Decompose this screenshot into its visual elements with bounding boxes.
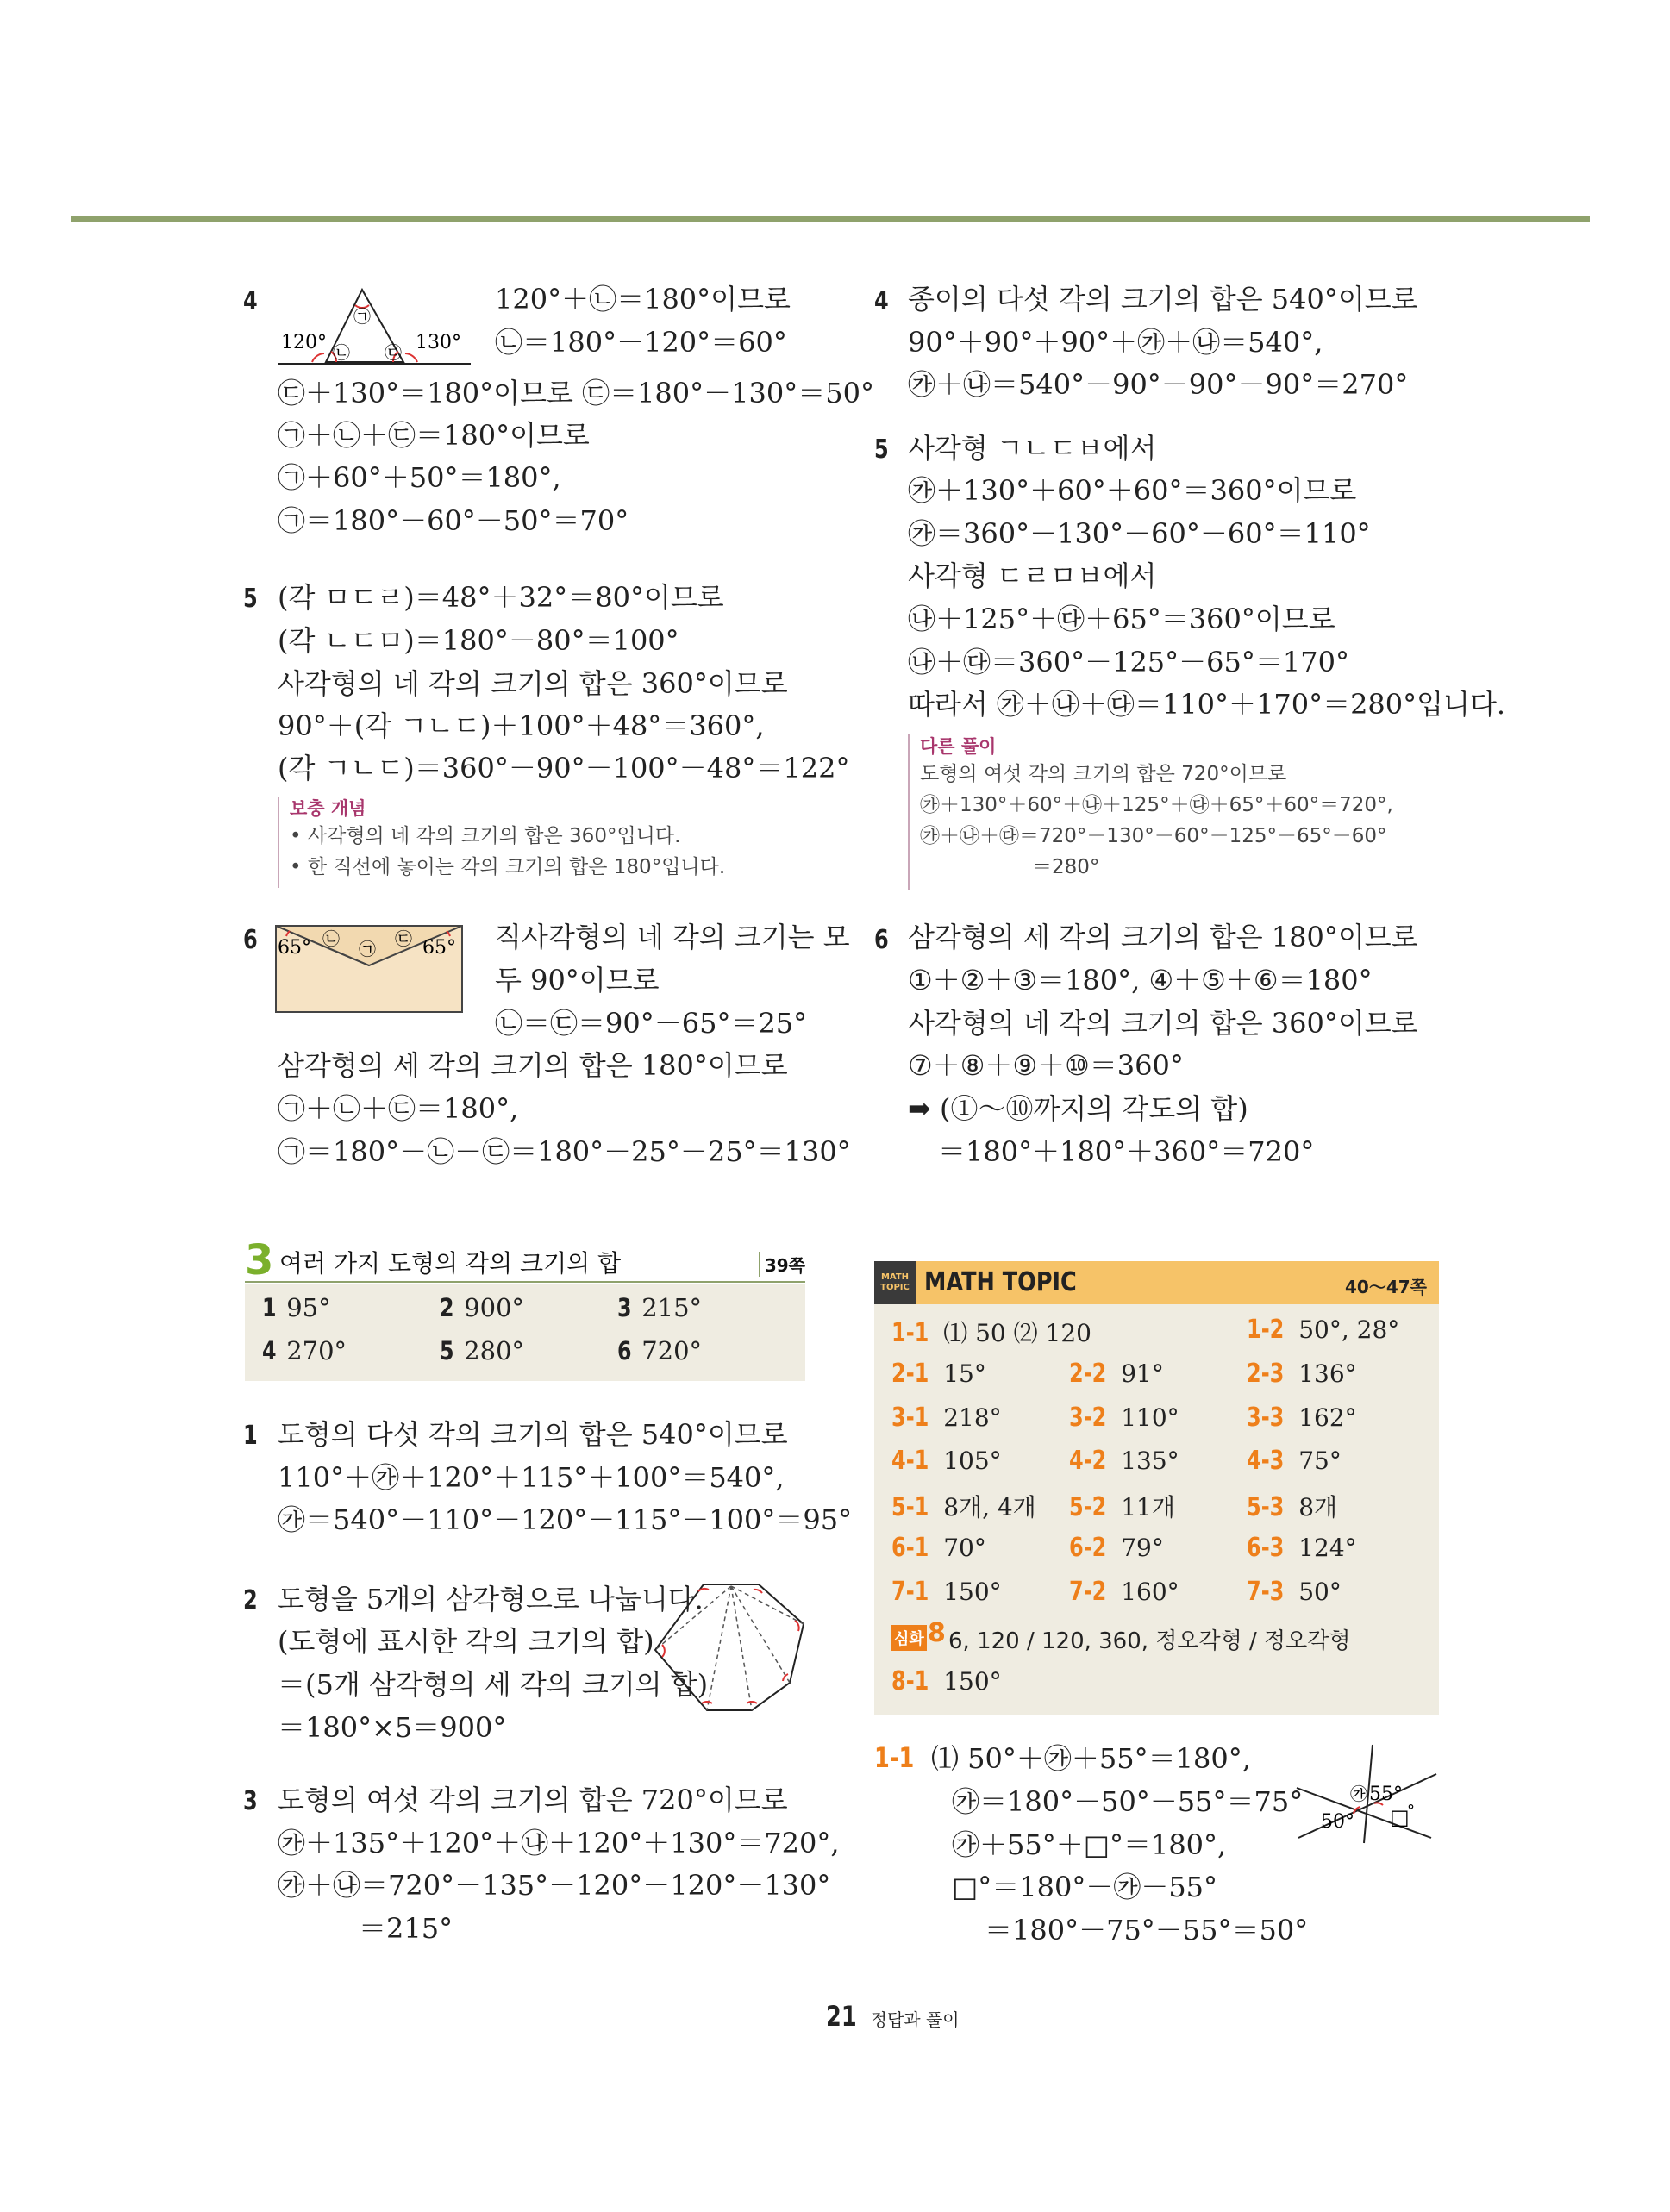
answer-item: 4 270° xyxy=(262,1336,347,1365)
alternate-solution-box xyxy=(908,734,1393,890)
topic-problem-number: 1-1 xyxy=(874,1741,915,1774)
solution-line: ㉡＝180°－120°＝60° xyxy=(495,326,787,359)
concept-box xyxy=(278,797,725,888)
solution-line: ＝(5개 삼각형의 세 각의 크기의 합) xyxy=(278,1668,709,1701)
heptagon-figure xyxy=(652,1581,809,1714)
advanced-answer: 6, 120 / 120, 360, 정오각형 / 정오각형 xyxy=(948,1628,1351,1654)
solution-line: 직사각형의 네 각의 크기는 모 xyxy=(495,921,850,953)
top-divider xyxy=(71,216,1590,222)
solution-line: (각 ㅁㄷㄹ)＝48°＋32°＝80°이므로 xyxy=(278,581,724,614)
angle-label: 120° xyxy=(281,332,327,353)
topic-answer: 7-1 150° xyxy=(891,1577,1002,1607)
solution-line: ＝180°×5＝900° xyxy=(278,1711,507,1744)
solution-line: ①＋②＋③＝180°, ④＋⑤＋⑥＝180° xyxy=(908,964,1373,997)
angle-mark: ㉢ xyxy=(385,342,402,363)
topic-answer: 2-3 136° xyxy=(1247,1359,1357,1389)
advanced-label: 심화 xyxy=(891,1625,927,1651)
topic-answer: 7-3 50° xyxy=(1247,1577,1342,1607)
envelope-figure xyxy=(274,924,466,1015)
topic-answer: 2-2 91° xyxy=(1069,1359,1164,1389)
section-number: 3 xyxy=(245,1236,274,1284)
angle-mark: ㉮ xyxy=(1350,1784,1367,1804)
solution-line: 삼각형의 세 각의 크기의 합은 180°이므로 xyxy=(908,921,1418,953)
solution-line: 사각형 ㄱㄴㄷㅂ에서 xyxy=(908,432,1157,465)
problem-number: 3 xyxy=(243,1786,258,1816)
answer-item: 3 215° xyxy=(617,1293,703,1322)
solution-line: 120°＋㉡＝180°이므로 xyxy=(495,283,791,316)
angle-label: 130° xyxy=(416,332,461,353)
angle-label: 65° xyxy=(278,937,311,959)
advanced-number: 8 xyxy=(928,1618,946,1648)
topic-answer: 1-2 50°, 28° xyxy=(1247,1315,1400,1345)
solution-line: ㉮＋㉯＝720°－135°－120°－120°－130° xyxy=(278,1869,831,1902)
topic-answer: 3-1 218° xyxy=(891,1403,1002,1433)
solution-line: ㉡＝㉢＝90°－65°＝25° xyxy=(495,1007,808,1040)
solution-line: ㉠＋60°＋50°＝180°, xyxy=(278,461,561,494)
solution-line: (각 ㄴㄷㅁ)＝180°－80°＝100° xyxy=(278,624,679,657)
solution-line: 사각형 ㄷㄹㅁㅂ에서 xyxy=(908,559,1157,592)
angle-mark: ㉠ xyxy=(353,306,371,327)
solution-line: (각 ㄱㄴㄷ)＝360°－90°－100°－48°＝122° xyxy=(278,752,850,784)
section-header xyxy=(245,1236,805,1284)
concept-line: ㉮＋㉯＋㉰＝720°－130°－60°－125°－65°－60° xyxy=(920,825,1387,847)
solution-line: ㉢＋130°＝180°이므로 ㉢＝180°－130°＝50° xyxy=(278,377,874,409)
solution-line: ＝215° xyxy=(359,1912,453,1945)
concept-line: ＝280° xyxy=(1032,856,1100,878)
topic-answer: 1-1 ⑴ 50 ⑵ 120 xyxy=(891,1318,1091,1348)
solution-line: ㉯＋125°＋㉰＋65°＝360°이므로 xyxy=(908,603,1335,635)
solution-line: ㉮＋55°＋□°＝180°, xyxy=(952,1828,1227,1861)
topic-answer: 7-2 160° xyxy=(1069,1577,1179,1607)
topic-answer: 4-3 75° xyxy=(1247,1446,1342,1476)
problem-number: 2 xyxy=(243,1585,258,1615)
triangle-figure xyxy=(274,281,472,367)
solution-line: (도형에 표시한 각의 크기의 합) xyxy=(278,1625,654,1658)
solution-line: 110°＋㉮＋120°＋115°＋100°＝540°, xyxy=(278,1461,785,1494)
solution-line: ㉮＝540°－110°－120°－115°－100°＝95° xyxy=(278,1503,853,1536)
answer-item: 1 95° xyxy=(262,1293,331,1322)
degree-mark: ° xyxy=(1407,1802,1415,1820)
answer-box xyxy=(245,1284,805,1381)
solution-line: ㉠＝180°－60°－50°＝70° xyxy=(278,504,629,537)
solution-line: ㉮＋㉯＝540°－90°－90°－90°＝270° xyxy=(908,368,1409,401)
solution-line: 따라서 ㉮＋㉯＋㉰＝110°＋170°＝280°입니다. xyxy=(908,688,1506,721)
concept-line: • 한 직선에 놓이는 각의 크기의 합은 180°입니다. xyxy=(290,856,726,878)
solution-line: ＝180°－75°－55°＝50° xyxy=(985,1914,1309,1946)
solution-line: 90°＋(각 ㄱㄴㄷ)＋100°＋48°＝360°, xyxy=(278,709,765,742)
problem-number: 6 xyxy=(874,925,889,955)
problem-number: 4 xyxy=(874,286,889,316)
solution-line: 삼각형의 세 각의 크기의 합은 180°이므로 xyxy=(278,1049,788,1082)
angle-label: 50° xyxy=(1321,1811,1354,1833)
page-label: 정답과 풀이 xyxy=(870,2009,960,2030)
solution-line: ⑴ 50°＋㉮＋55°＝180°, xyxy=(931,1742,1251,1775)
crossing-lines-figure xyxy=(1293,1741,1440,1845)
math-topic-box xyxy=(874,1261,1439,1715)
solution-line: ➡ (①～⑩까지의 각도의 합) xyxy=(908,1092,1248,1125)
topic-answer: 3-2 110° xyxy=(1069,1403,1179,1433)
topic-answer: 6-3 124° xyxy=(1247,1533,1357,1563)
math-topic-header xyxy=(874,1261,1439,1304)
problem-number: 1 xyxy=(243,1421,258,1451)
solution-line: ㉠＝180°－㉡－㉢＝180°－25°－25°＝130° xyxy=(278,1135,851,1168)
topic-answer: 4-2 135° xyxy=(1069,1446,1179,1476)
topic-answer: 6-1 70° xyxy=(891,1533,986,1563)
concept-line: • 사각형의 네 각의 크기의 합은 360°입니다. xyxy=(290,825,681,847)
solution-line: 종이의 다섯 각의 크기의 합은 540°이므로 xyxy=(908,283,1418,316)
answer-item: 2 900° xyxy=(440,1293,525,1322)
page-number: 21 xyxy=(826,2000,857,2033)
solution-line: 90°＋90°＋90°＋㉮＋㉯＝540°, xyxy=(908,326,1323,359)
angle-label: 65° xyxy=(422,937,456,959)
solution-line: 도형의 다섯 각의 크기의 합은 540°이므로 xyxy=(278,1418,788,1451)
concept-line: 도형의 여섯 각의 크기의 합은 720°이므로 xyxy=(920,763,1287,785)
topic-answer: 5-1 8개, 4개 xyxy=(891,1492,1036,1522)
angle-mark: ㉡ xyxy=(333,342,350,363)
concept-title: 보충 개념 xyxy=(290,798,366,819)
angle-label: 55° xyxy=(1369,1784,1403,1805)
angle-mark: ㉢ xyxy=(395,928,412,949)
page-footer xyxy=(826,2000,960,2033)
solution-line: ㉠＋㉡＋㉢＝180°, xyxy=(278,1092,519,1125)
solution-line: ㉮＋130°＋60°＋60°＝360°이므로 xyxy=(908,474,1357,507)
topic-answer: 5-3 8개 xyxy=(1247,1492,1338,1522)
problem-number: 5 xyxy=(874,434,889,465)
answer-item: 5 280° xyxy=(440,1336,525,1365)
solution-line: ㉮＝360°－130°－60°－60°＝110° xyxy=(908,517,1371,550)
solution-line: ㉮＝180°－50°－55°＝75° xyxy=(952,1785,1304,1818)
section-page: 39쪽 xyxy=(759,1252,805,1277)
solution-line: 사각형의 네 각의 크기의 합은 360°이므로 xyxy=(908,1007,1418,1040)
angle-mark: ㉡ xyxy=(322,928,340,949)
angle-mark: ㉠ xyxy=(359,939,376,959)
topic-answer: 5-2 11개 xyxy=(1069,1492,1175,1522)
math-topic-logo: MATH TOPIC xyxy=(874,1261,916,1304)
topic-answer: 3-3 162° xyxy=(1247,1403,1357,1433)
problem-number: 5 xyxy=(243,584,258,614)
solution-line: 두 90°이므로 xyxy=(495,964,660,997)
topic-answer: 4-1 105° xyxy=(891,1446,1002,1476)
section-title: 여러 가지 도형의 각의 크기의 합 xyxy=(279,1249,622,1278)
solution-line: ＝180°＋180°＋360°＝720° xyxy=(938,1135,1315,1168)
solution-line: ㉯＋㉰＝360°－125°－65°＝170° xyxy=(908,646,1349,678)
topic-answer: 2-1 15° xyxy=(891,1359,986,1389)
answer-item: 6 720° xyxy=(617,1336,703,1365)
solution-line: □°＝180°－㉮－55° xyxy=(952,1871,1218,1903)
topic-answer: 8-1 150° xyxy=(891,1666,1002,1696)
math-topic-pages: 40～47쪽 xyxy=(1345,1277,1427,1297)
problem-number: 6 xyxy=(243,925,258,955)
solution-line: 사각형의 네 각의 크기의 합은 360°이므로 xyxy=(278,667,788,700)
problem-number: 4 xyxy=(243,286,258,316)
unknown-box: □ xyxy=(1390,1805,1410,1829)
solution-line: ⑦＋⑧＋⑨＋⑩＝360° xyxy=(908,1049,1184,1082)
solution-line: ㉮＋135°＋120°＋㉯＋120°＋130°＝720°, xyxy=(278,1827,840,1859)
topic-answer: 6-2 79° xyxy=(1069,1533,1164,1563)
concept-line: ㉮＋130°＋60°＋㉯＋125°＋㉰＋65°＋60°＝720°, xyxy=(920,794,1393,816)
solution-line: 도형을 5개의 삼각형으로 나눕니다. xyxy=(278,1583,704,1615)
concept-title: 다른 풀이 xyxy=(920,736,997,757)
solution-line: 도형의 여섯 각의 크기의 합은 720°이므로 xyxy=(278,1784,788,1816)
solution-line: ㉠＋㉡＋㉢＝180°이므로 xyxy=(278,419,590,452)
math-topic-title: MATH TOPIC xyxy=(924,1267,1077,1297)
